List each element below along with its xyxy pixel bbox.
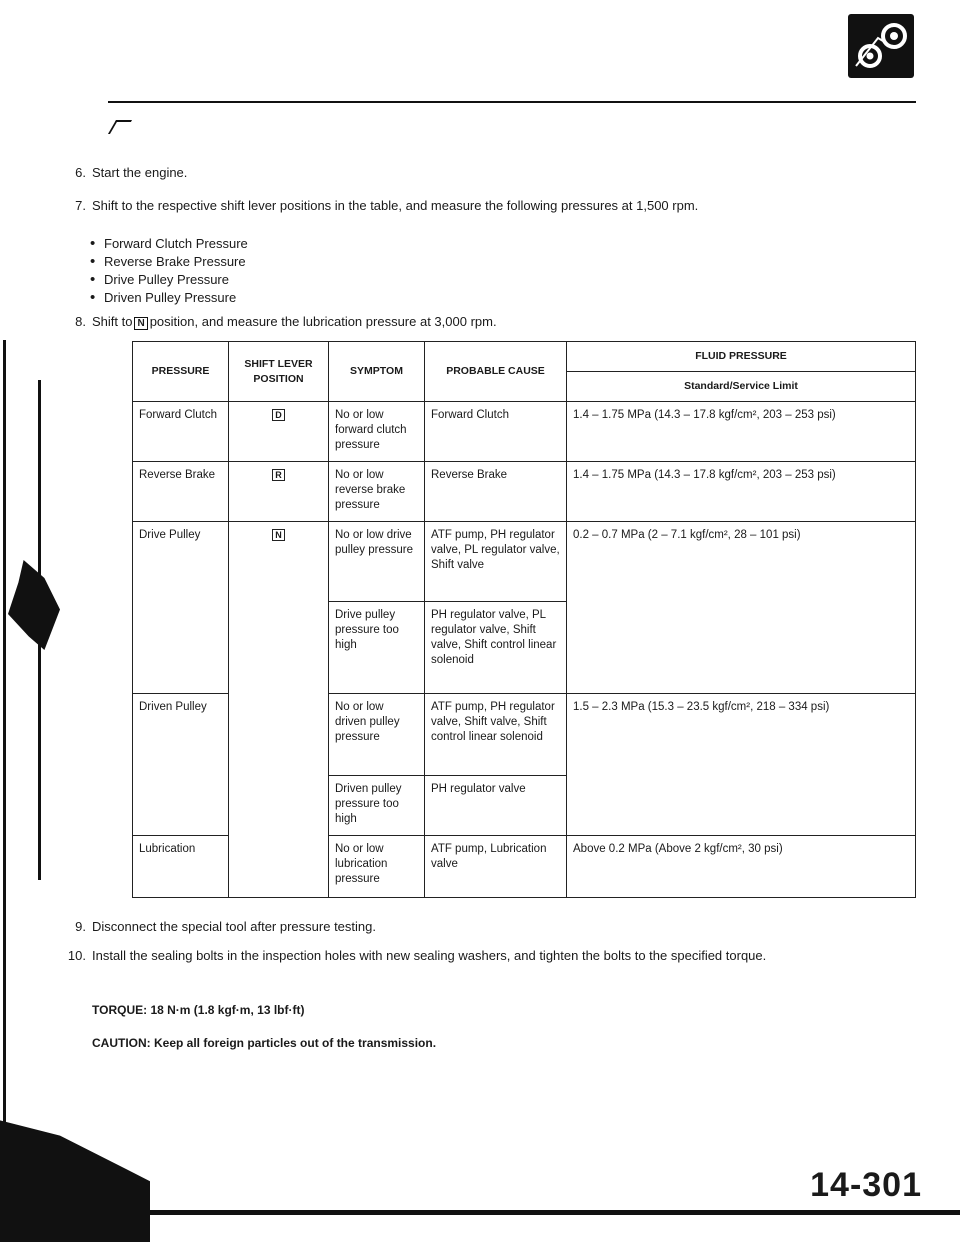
footer-rule: [120, 1210, 960, 1215]
bullet-item: • Reverse Brake Pressure: [104, 253, 246, 271]
caution-note: CAUTION: Keep all foreign particles out of the transmission.: [92, 1036, 437, 1050]
cell-cause: Reverse Brake: [425, 462, 567, 522]
cell-symptom: No or low driven pulley pressure: [329, 694, 425, 776]
scan-artifact: [8, 560, 60, 650]
cell-fluid-pressure: 1.5 – 2.3 MPa (15.3 – 23.5 kgf/cm², 218 – 334 psi): [567, 694, 916, 836]
step-6: 6. Start the engine.: [75, 165, 188, 180]
header-rule: [108, 101, 916, 103]
table-row: [133, 522, 916, 602]
header-probable-cause: PROBABLE CAUSE: [425, 342, 567, 402]
shift-position-key: N: [272, 529, 285, 541]
page-number: 14-301: [810, 1166, 922, 1204]
cell-pressure: Driven Pulley: [133, 694, 229, 836]
header-standard-limit: Standard/Service Limit: [567, 372, 916, 402]
header-pressure: PRESSURE: [133, 342, 229, 402]
cell-cause: PH regulator valve: [425, 776, 567, 836]
shift-position-key: R: [272, 469, 285, 481]
cell-pressure: Forward Clutch: [133, 402, 229, 462]
table-row: [133, 462, 916, 522]
cell-cause: PH regulator valve, PL regulator valve, Shift valve, Shift control linear solenoid: [425, 602, 567, 694]
cell-symptom: No or low drive pulley pressure: [329, 522, 425, 602]
header-fluid-pressure: FLUID PRESSURE: [567, 342, 916, 372]
cell-fluid-pressure: 1.4 – 1.75 MPa (14.3 – 17.8 kgf/cm², 203 – 253 psi): [567, 462, 916, 522]
cell-symptom: Driven pulley pressure too high: [329, 776, 425, 836]
cell-cause: ATF pump, PH regulator valve, PL regulator valve, Shift valve: [425, 522, 567, 602]
step-10: 10. Install the sealing bolts in the inspection holes with new sealing washers, and tighten the bolts to the specified torque.: [67, 948, 767, 963]
cell-symptom: No or low lubrication pressure: [329, 836, 425, 898]
cell-cause: ATF pump, Lubrication valve: [425, 836, 567, 898]
cell-symptom: Drive pulley pressure too high: [329, 602, 425, 694]
header-symptom: SYMPTOM: [329, 342, 425, 402]
cell-cause: ATF pump, PH regulator valve, Shift valve, Shift control linear solenoid: [425, 694, 567, 776]
scan-artifact: [0, 1090, 150, 1242]
cell-symptom: No or low reverse brake pressure: [329, 462, 425, 522]
cell-pressure: Reverse Brake: [133, 462, 229, 522]
gear-transmission-icon: [848, 14, 914, 78]
table-row: [133, 402, 916, 462]
bullet-item: • Driven Pulley Pressure: [104, 289, 236, 307]
cell-symptom: No or low forward clutch pressure: [329, 402, 425, 462]
cell-cause: Forward Clutch: [425, 402, 567, 462]
cell-pressure: Drive Pulley: [133, 522, 229, 694]
header-shift-lever-position: SHIFT LEVER POSITION: [229, 342, 329, 402]
pressure-spec-table: [132, 341, 916, 898]
step-7: 7. Shift to the respective shift lever positions in the table, and measure the following pressures at 1,500 rpm.: [75, 198, 699, 213]
torque-spec: TORQUE: 18 N·m (1.8 kgf·m, 13 lbf·ft): [92, 1003, 305, 1017]
step-9: 9. Disconnect the special tool after pressure testing.: [75, 919, 376, 934]
step-8: 8. Shift to N position, and measure the lubrication pressure at 3,000 rpm.: [75, 314, 497, 329]
binding-edge-mark: [3, 340, 6, 1230]
shift-position-key: N: [134, 317, 147, 330]
cell-fluid-pressure: Above 0.2 MPa (Above 2 kgf/cm², 30 psi): [567, 836, 916, 898]
cell-fluid-pressure: 0.2 – 0.7 MPa (2 – 7.1 kgf/cm², 28 – 101 psi): [567, 522, 916, 694]
cell-pressure: Lubrication: [133, 836, 229, 898]
shift-position-key: D: [272, 409, 285, 421]
bullet-item: • Forward Clutch Pressure: [104, 235, 248, 253]
bullet-item: • Drive Pulley Pressure: [104, 271, 229, 289]
bracket-mark: [108, 120, 132, 134]
cell-fluid-pressure: 1.4 – 1.75 MPa (14.3 – 17.8 kgf/cm², 203 – 253 psi): [567, 402, 916, 462]
